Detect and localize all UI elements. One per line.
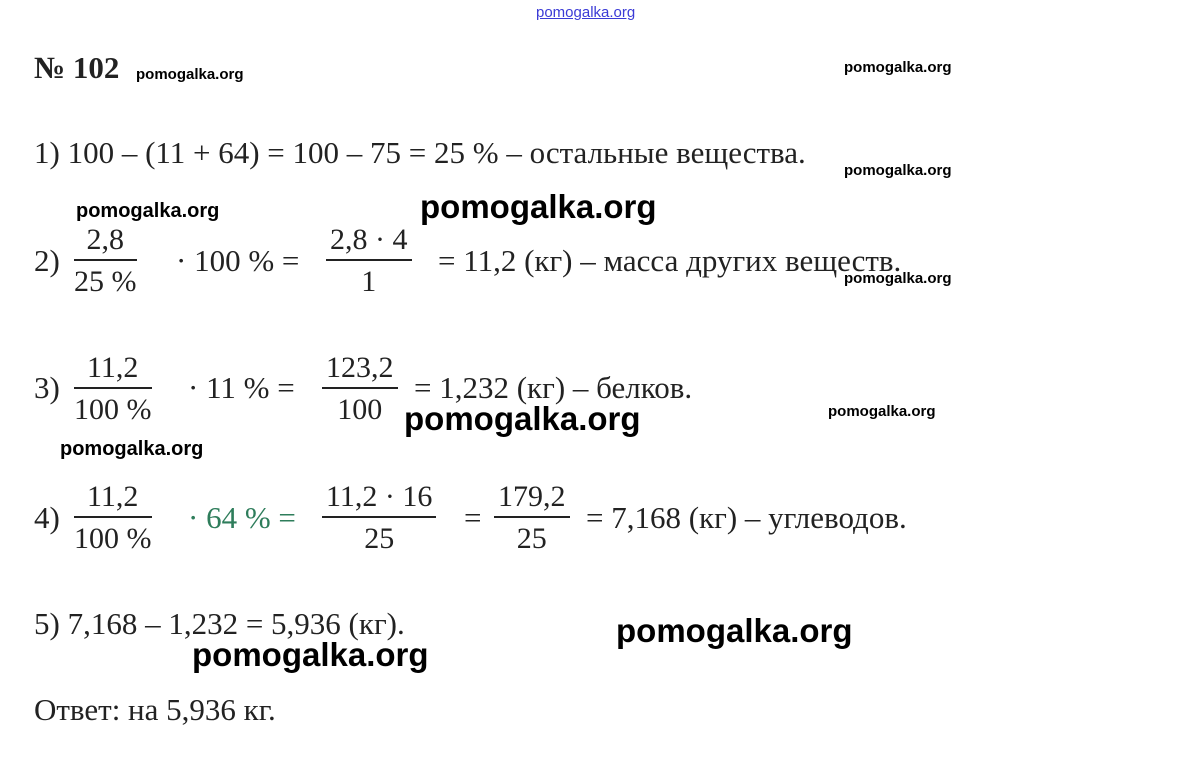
step-2-label: 2) xyxy=(34,243,60,278)
step-4-fraction-1 xyxy=(74,482,152,554)
watermark: pomogalka.org xyxy=(844,270,952,287)
step-3-fraction-2 xyxy=(322,353,398,425)
fraction-numerator: 2,8 xyxy=(74,225,137,261)
fraction-denominator: 25 xyxy=(364,522,395,555)
watermark: pomogalka.org xyxy=(136,66,244,83)
fraction-denominator: 25 % xyxy=(74,265,137,298)
watermark: pomogalka.org xyxy=(76,200,220,222)
problem-number: № 102 xyxy=(34,50,120,85)
fraction-denominator: 1 xyxy=(361,265,377,298)
watermark: pomogalka.org xyxy=(404,400,641,437)
fraction-numerator: 179,2 xyxy=(494,482,570,518)
step-2-mid: · 100 % = xyxy=(176,243,300,278)
answer: Ответ: на 5,936 кг. xyxy=(34,692,276,727)
watermark: pomogalka.org xyxy=(844,162,952,179)
watermark: pomogalka.org xyxy=(60,438,204,460)
step-1: 1) 100 – (11 + 64) = 100 – 75 = 25 % – остальные вещества. xyxy=(34,135,806,170)
fraction-numerator: 11,2 xyxy=(74,353,152,389)
fraction-denominator: 25 xyxy=(516,522,547,555)
step-4-fraction-2 xyxy=(322,482,436,554)
step-4-mid: · 64 % = xyxy=(188,500,296,535)
step-4-eq: = xyxy=(464,500,482,535)
watermark-top: pomogalka.org xyxy=(536,4,636,21)
step-5: 5) 7,168 – 1,232 = 5,936 (кг). xyxy=(34,606,405,641)
fraction-numerator: 123,2 xyxy=(322,353,398,389)
step-2-tail: = 11,2 (кг) – масса других веществ. xyxy=(438,243,902,278)
step-2-fraction-2 xyxy=(326,225,412,297)
step-3-mid: · 11 % = xyxy=(188,370,295,405)
step-4-label: 4) xyxy=(34,500,60,535)
watermark: pomogalka.org xyxy=(828,403,936,420)
fraction-numerator: 11,2 xyxy=(74,482,152,518)
step-2-fraction-1 xyxy=(74,225,137,297)
watermark: pomogalka.org xyxy=(192,636,429,673)
step-4-tail: = 7,168 (кг) – углеводов. xyxy=(586,500,907,535)
watermark: pomogalka.org xyxy=(420,188,657,225)
step-3-label: 3) xyxy=(34,370,60,405)
fraction-denominator: 100 xyxy=(337,393,383,426)
fraction-denominator: 100 % xyxy=(74,393,152,426)
fraction-numerator: 11,2 · 16 xyxy=(322,482,436,518)
step-3-fraction-1 xyxy=(74,353,152,425)
step-4-fraction-3 xyxy=(494,482,570,554)
fraction-numerator: 2,8 · 4 xyxy=(326,225,412,261)
watermark: pomogalka.org xyxy=(616,612,853,649)
step-3-tail: = 1,232 (кг) – белков. xyxy=(414,370,693,405)
fraction-denominator: 100 % xyxy=(74,522,152,555)
watermark: pomogalka.org xyxy=(844,59,952,76)
